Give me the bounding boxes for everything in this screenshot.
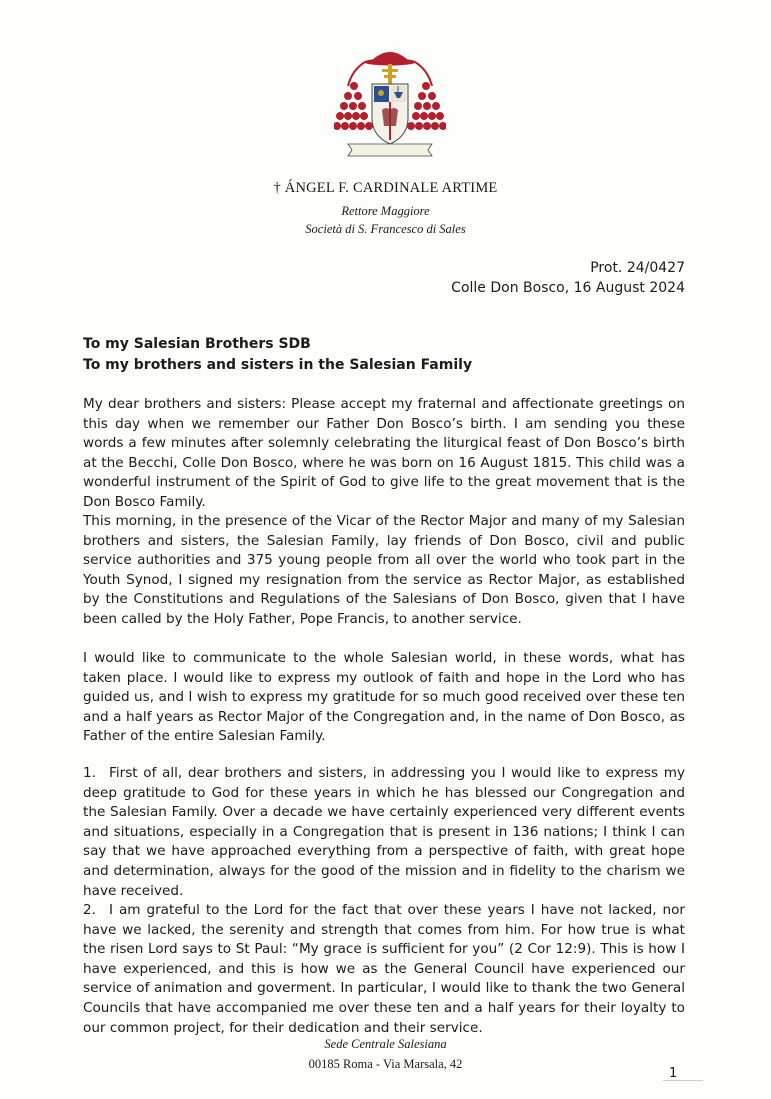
- paragraph-text: I am grateful to the Lord for the fact that over these years I have not lacked, nor have we lacked, the serenity and strength that comes from him. For how true is what the risen Lord says to St Paul: “My grace is sufficient for you” (2 Cor 12:9). This is how I have experienced, and this is how we as the General Council have experienced our service of animation and goverment. In particular, I would like to thank the two General Councils that have accompanied me over these ten and a half years for their loyalty to our common project, for their dedication and their service.: [83, 902, 685, 1036]
- addressee-line: To my Salesian Brothers SDB: [83, 336, 311, 352]
- body-paragraph: This morning, in the presence of the Vicar of the Rector Major and many of my Salesian brothers and sisters, the Salesian Family, lay friends of Don Bosco, civil and public service authorities and 375 young people from all over the world who took part in the Youth Synod, I signed my resignation from the service as Rector Major, as established by the Constitutions and Regulations of the Salesians of Don Bosco, given that I have been called by the Holy Father, Pope Francis, to another service.: [83, 513, 685, 627]
- cardinal-coat-of-arms: [334, 40, 446, 168]
- numbered-paragraph: [83, 901, 685, 1038]
- numbered-paragraph: [83, 764, 685, 901]
- paragraph-text: First of all, dear brothers and sisters, in addressing you I would like to express my deep gratitude to God for these years in which he has blessed our Congregation and the Salesian Family. Over a decade we have certainly experienced very different events and situations, especially in a Congregation that is present in 136 nations; I think I can say that we have approached everything from a perspective of faith, with great hope and determination, always for the good of the mission and in fidelity to the charism we have received.: [83, 765, 685, 899]
- sender-name: † ÁNGEL F. CARDINALE ARTIME: [273, 180, 498, 196]
- paragraph-number: 1.: [83, 765, 96, 781]
- footer-address: 00185 Roma - Via Marsala, 42: [308, 1057, 463, 1071]
- body-paragraph: I would like to communicate to the whole Salesian world, in these words, what has taken place. I would like to express my outlook of faith and hope in the Lord who has guided us, and I wish to express my gratitude for so much good received over these ten and a half years as Rector Major of the Congregation and, in the name of Don Bosco, as Father of the entire Salesian Family.: [83, 650, 685, 745]
- sender-role: Rettore Maggiore: [341, 204, 430, 218]
- paragraph-number: 2.: [83, 902, 96, 918]
- page-number-rule: [663, 1080, 703, 1081]
- page-number: 1: [669, 1066, 678, 1081]
- addressee-line: To my brothers and sisters in the Salesian Family: [83, 357, 473, 373]
- protocol-number: Prot. 24/0427: [590, 260, 685, 276]
- body-paragraph: My dear brothers and sisters: Please accept my fraternal and affectionate greetings on this day when we remember our Father Don Bosco’s birth. I am sending you these words a few minutes after solemnly celebrating the liturgical feast of Don Bosco’s birth at the Becchi, Colle Don Bosco, where he was born on 16 August 1815. This child was a wonderful instrument of the Spirit of God to give life to the great movement that is the Don Bosco Family.: [83, 396, 685, 510]
- footer-office: Sede Centrale Salesiana: [324, 1037, 447, 1051]
- sender-society: Società di S. Francesco di Sales: [305, 222, 466, 236]
- place-date: Colle Don Bosco, 16 August 2024: [451, 280, 685, 296]
